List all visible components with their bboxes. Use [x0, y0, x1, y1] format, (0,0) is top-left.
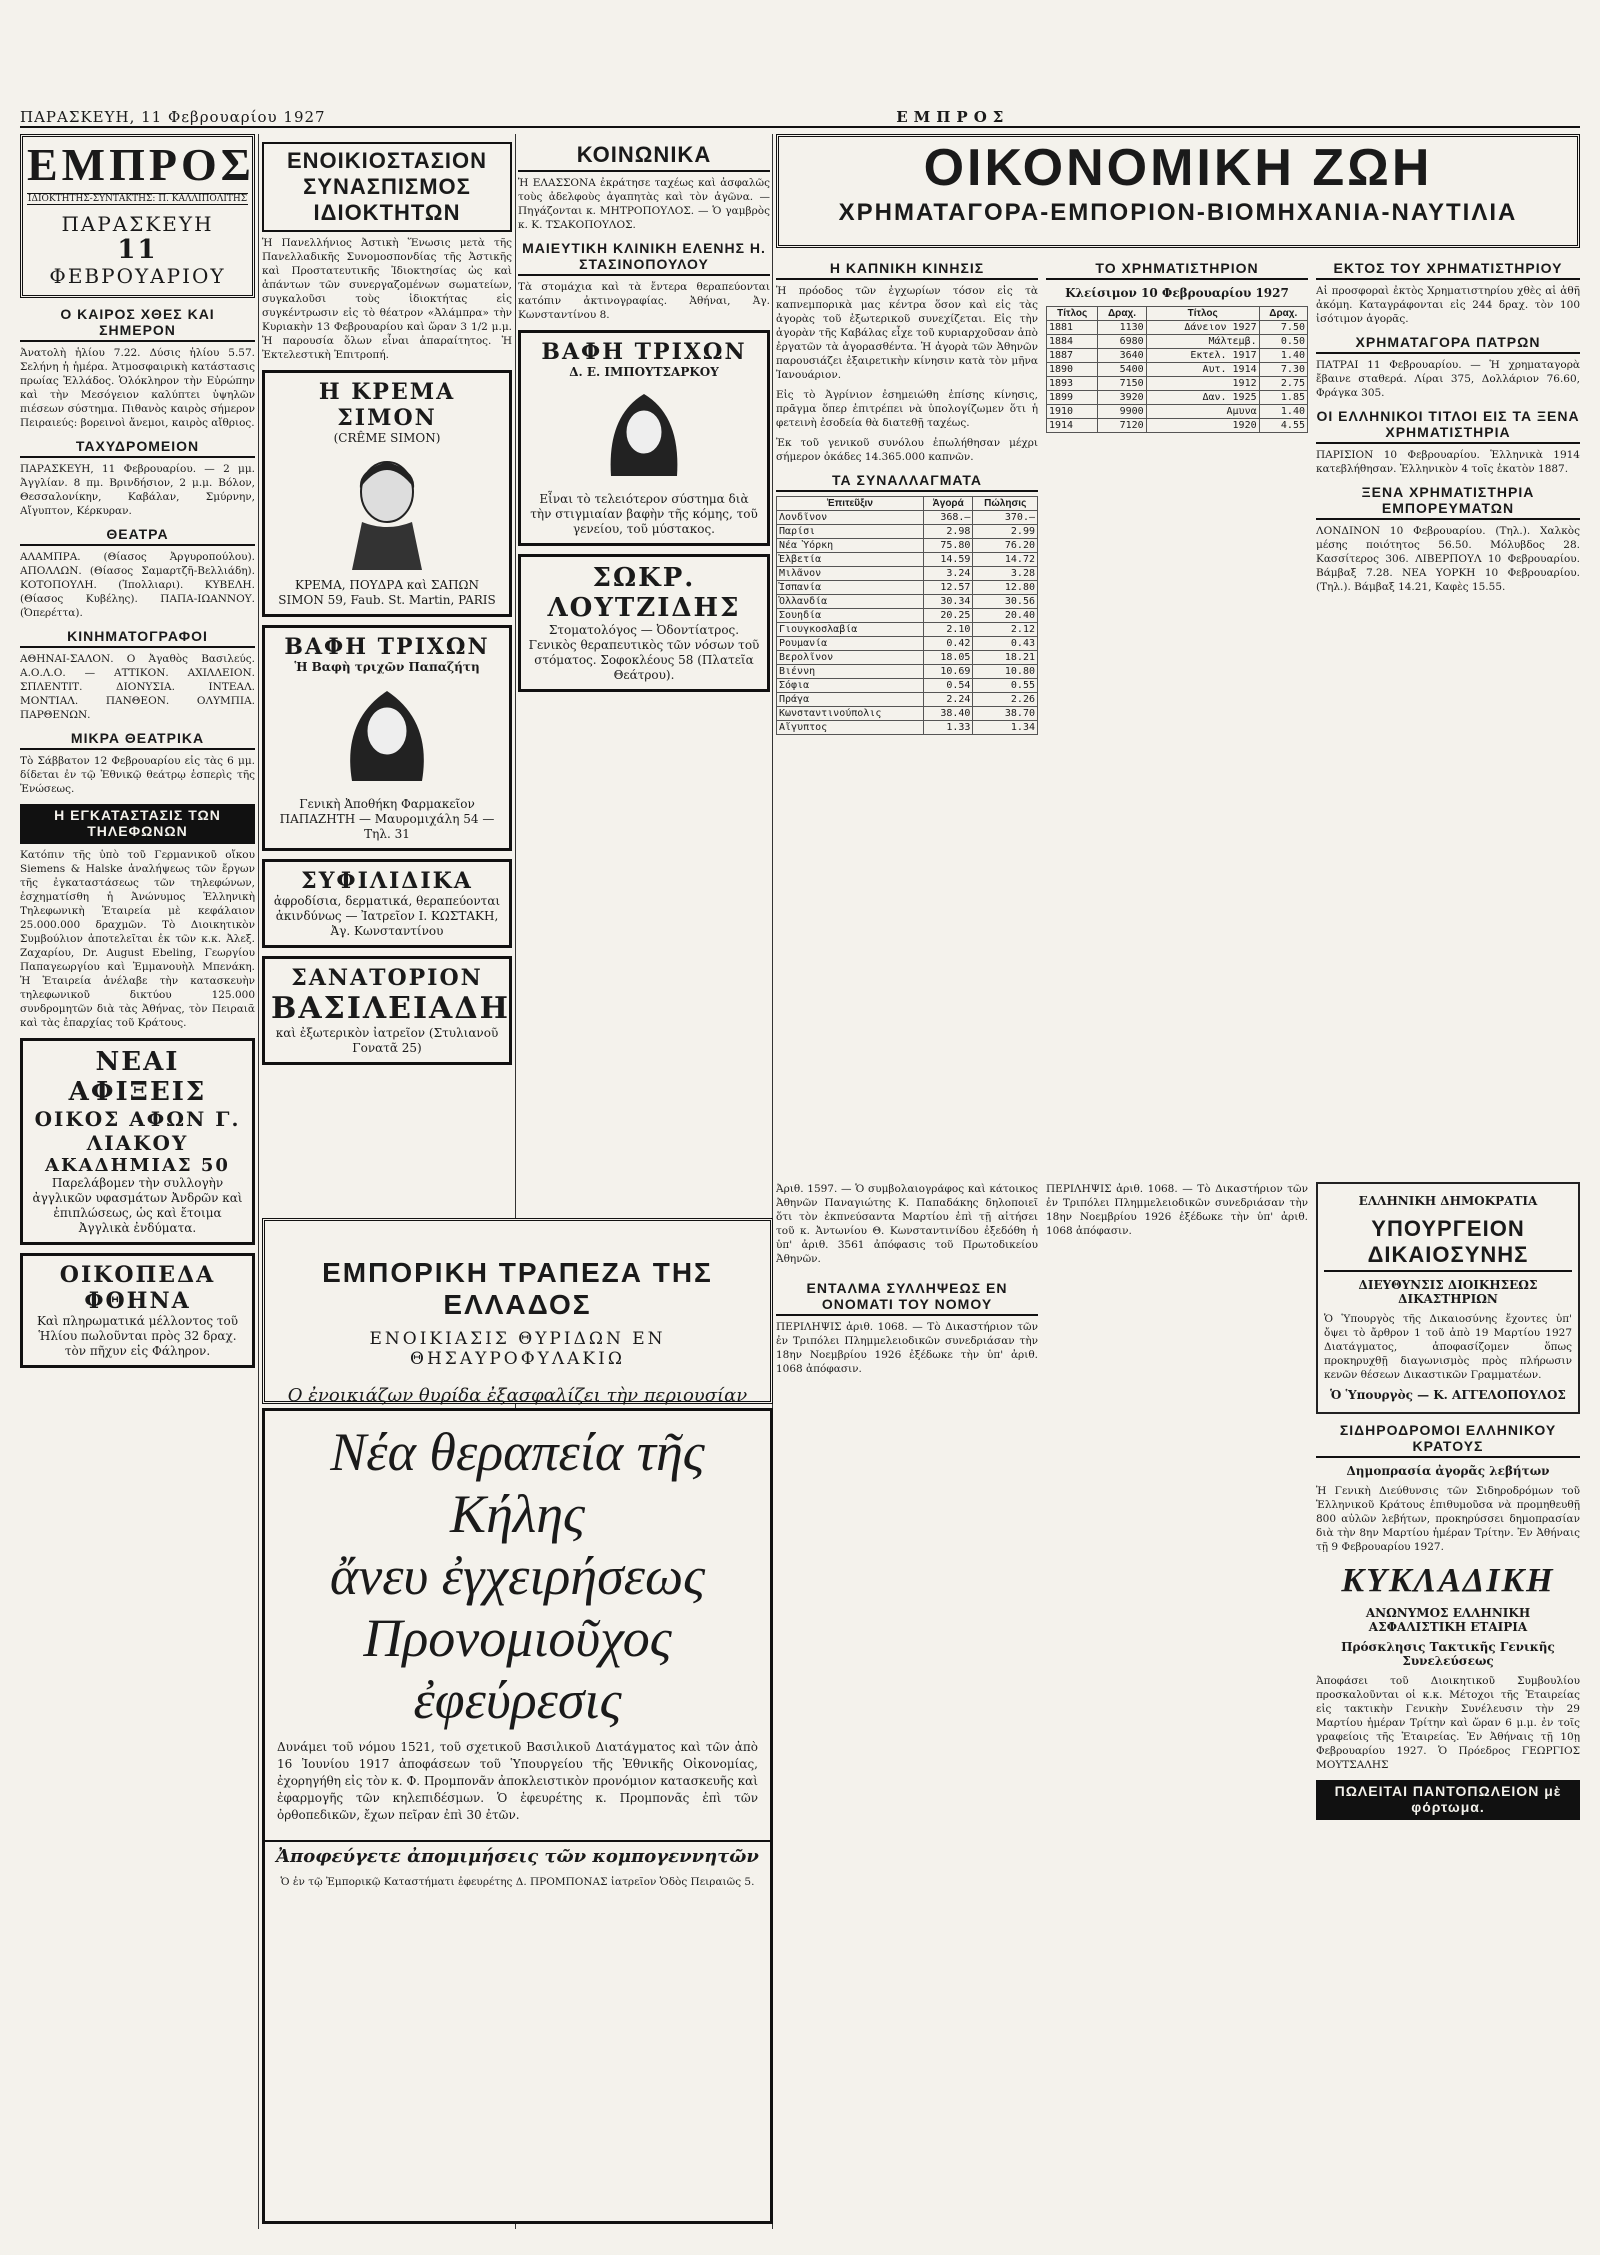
social-heading: ΚΟΙΝΩΝΙΚΑ [518, 142, 770, 172]
economic-title: ΟΙΚΟΝΟΜΙΚΗ ΖΩΗ [923, 139, 1433, 197]
plots-text: Καὶ πληρωματικά μέλλοντος τοῦ Ἡλίου πωλοῦνται πρὸς 32 δραχ. τὸν πῆχυν εἰς Φάληρον. [36, 1314, 239, 1358]
ministry-republic: ΕΛΛΗΝΙΚΗ ΔΗΜΟΚΡΑΤΙΑ [1358, 1194, 1538, 1208]
imboutsarkou-advert [518, 330, 770, 546]
fx-cell: 3.28 [973, 567, 1038, 581]
hernia-body: Δυνάμει τοῦ νόμου 1521, τοῦ σχετικοῦ Βασιλικοῦ Διατάγματος καὶ τῶν ἀπὸ 16 Ἰουνίου 1917 ἀποφάσεων τοῦ Ὑπουργείου τῆς Ἐθνικῆς Οἰκονομίας, ἐχορηγήθη εἰς τὸν κ. Φ. Προμπονᾶν ἀποκλειστικὸν προνόμιον κατασκευῆς καὶ ἐφαρμογῆς τῶν κηλεπιδέσμων. Ὁ ἐφευρέτης κ. Προμπονᾶς ἐπὶ τῶν ὀρθοπεδικῶν, ἔχων πεῖραν ἐπὶ 30 ἐτῶν. [277, 1740, 758, 1822]
bourse-cell: 1881 [1047, 321, 1098, 335]
fx-cell: 2.24 [923, 693, 973, 707]
fx-cell: 3.24 [923, 567, 973, 581]
fx-cell: 14.59 [923, 553, 973, 567]
column-rule [258, 134, 259, 2229]
bourse-column-header: Τίτλος [1047, 307, 1098, 321]
economic-subtitle: ΧΡΗΜΑΤΑΓΟΡΑ-ΕΜΠΟΡΙΟΝ-ΒΙΟΜΗΧΑΝΙΑ-ΝΑΥΤΙΛΙΑ [838, 199, 1518, 226]
hernia-advert [262, 1408, 773, 2224]
creme-simon-title: Η ΚΡΕΜΑ ΣΙΜΟΝ [318, 379, 456, 431]
bourse-cell: 1910 [1047, 405, 1098, 419]
grocery-sale: ΠΩΛΕΙΤΑΙ ΠΑΝΤΟΠΩΛΕΙΟΝ μὲ φόρτωμα. [1316, 1780, 1580, 1820]
theatre-notes-text: Τὸ Σάββατον 12 Φεβρουαρίου εἰς τὰς 6 μμ. δίδεται ἐν τῷ Ἐθνικῷ θεάτρῳ ἑσπερὶς τῆς Ἐνώσεως. [20, 755, 255, 795]
tobacco-text-3: Ἐκ τοῦ γενικοῦ συνόλου ἐπωλήθησαν μέχρι σήμερον ὀκάδες 14.365.000 καπνῶν. [776, 437, 1038, 463]
fx-cell: 368.— [923, 511, 973, 525]
kykladiki-title: ΚΥΚΛΑΔΙΚΗ [1341, 1562, 1555, 1599]
fx-cell: Νέα Ὑόρκη [777, 539, 924, 553]
fx-table [776, 496, 1038, 735]
kykladiki-text: Ἀποφάσει τοῦ Διοικητικοῦ Συμβουλίου προσκαλοῦνται οἱ κ.κ. Μέτοχοι τῆς Ἑταιρείας εἰς τακτικὴν Γενικὴν Συνέλευσιν τὴν 29 Μαρτίου ἡμέραν Τρίτην καὶ ὥραν 6 μ.μ. ἐν τοῖς γραφείοις τῆς Ἑταιρείας. Ἐν Ἀθήναις τῇ 10ῃ Φεβρουαρίου 1927. Ὁ Πρόεδρος ΓΕΩΡΓΙΟΣ ΜΟΥΤΣΑΛΗΣ [1316, 1675, 1580, 1771]
imboutsarkou-text: Εἶναι τὸ τελειότερον σύστημα διὰ τὴν στιγμιαίαν βαφὴν τῆς κόμης, τοῦ γενείου, τοῦ μύστακος. [530, 492, 758, 536]
economic-section [776, 134, 1580, 1174]
post-heading: ΤΑΧΥΔΡΟΜΕΙΟΝ [20, 438, 255, 458]
notice-1597: Ἀριθ. 1597. — Ὁ συμβολαιογράφος καὶ κάτοικος Ἀθηνῶν Παναγιώτης Κ. Παπαδάκης δηλοποιεῖ ὅτι τὸν ἐκπνεύσαντα Μαρτίου ἐπὶ τῇ αἰτήσει τοῦ κ. Ἀντωνίου Θ. Κωνσταντινίδου ἐξεδόθη ἡ ὑπ' ἀριθ. 3561 ἀπόφασις τοῦ Πρωτοδικείου Ἀθηνῶν. [776, 1183, 1038, 1265]
header-date: ΠΑΡΑΣΚΕΥΗ, 11 Φεβρουαρίου 1927 [20, 108, 326, 126]
bourse-cell: 1920 [1146, 419, 1259, 433]
fx-cell: 0.54 [923, 679, 973, 693]
patras-text: ΠΑΤΡΑΙ 11 Φεβρουαρίου. — Ἡ χρηματαγορὰ ἔβαινε σταθερά. Λίραι 375, Δολλάριον 76.60, Φράγκα 305. [1316, 359, 1580, 399]
fx-cell: Κωνσταντινούπολις [777, 707, 924, 721]
syphilis-text: ἀφροδίσια, δερματικά, θεραπεύονται ἀκινδύνως — Ἰατρεῖον Ι. ΚΩΣΤΑΚΗ, Ἀγ. Κωνσταντίνου [273, 894, 501, 938]
papazitis-sub: Ἡ Βαφὴ τριχῶν Παπαζήτη [294, 660, 480, 674]
lady-illustration [271, 452, 503, 572]
loutzidis-advert [518, 554, 770, 692]
syphilis-advert [262, 859, 512, 948]
economic-column-2 [1046, 252, 1308, 1174]
fx-row [777, 567, 1038, 581]
railways-subheading: Δημοπρασία ἀγορᾶς λεβήτων [1346, 1464, 1550, 1478]
fx-row [777, 581, 1038, 595]
creme-simon-advert [262, 370, 512, 617]
ministry-heading: ΥΠΟΥΡΓΕΙΟΝ ΔΙΚΑΙΟΣΥΝΗΣ [1324, 1216, 1572, 1272]
bourse-cell: 1912 [1146, 377, 1259, 391]
ministry-directorate: ΔΙΕΥΘΥΝΣΙΣ ΔΙΟΙΚΗΣΕΩΣ ΔΙΚΑΣΤΗΡΙΩΝ [1358, 1278, 1538, 1306]
hernia-footer: Ἀποφεύγετε ἀπομιμήσεις τῶν κομπογεννητῶν [265, 1840, 770, 1867]
bank-advert [262, 1218, 773, 1404]
telephones-heading: Η ΕΓΚΑΤΑΣΤΑΣΙΣ ΤΩΝ ΤΗΛΕΦΩΝΩΝ [20, 804, 255, 844]
creme-simon-address: ΚΡΕΜΑ, ΠΟΥΔΡΑ καὶ ΣΑΠΩΝ SIMON 59, Faub. St. Martin, PARIS [278, 578, 496, 607]
liakos-house: ΟΙΚΟΣ ΑΦΩΝ Γ. ΛΙΑΚΟΥ [34, 1107, 241, 1155]
bourse-column-header: Δραχ. [1098, 307, 1146, 321]
fx-cell: 38.70 [973, 707, 1038, 721]
bank-title: ΕΜΠΟΡΙΚΗ ΤΡΑΠΕΖΑ ΤΗΣ ΕΛΛΑΔΟΣ [322, 1257, 713, 1320]
fx-cell: Ρουμανία [777, 637, 924, 651]
fx-row [777, 511, 1038, 525]
fx-cell: 2.10 [923, 623, 973, 637]
bourse-cell: 1899 [1047, 391, 1098, 405]
bourse-row [1047, 405, 1308, 419]
masthead-day: ΠΑΡΑΣΚΕΥΗ [61, 212, 214, 236]
fx-cell: Πράγα [777, 693, 924, 707]
bourse-cell: 1.40 [1259, 405, 1307, 419]
fx-row [777, 679, 1038, 693]
commodities-heading: ΞΕΝΑ ΧΡΗΜΑΤΙΣΤΗΡΙΑ ΕΜΠΟΡΕΥΜΑΤΩΝ [1316, 484, 1580, 520]
plots-advert [20, 1253, 255, 1368]
arrest-warrant-heading: ΕΝΤΑΛΜΑ ΣΥΛΛΗΨΕΩΣ ΕΝ ΟΝΟΜΑΤΙ ΤΟΥ ΝΟΜΟΥ [776, 1280, 1038, 1316]
bourse-column-header: Τίτλος [1146, 307, 1259, 321]
fx-cell: Ἑλβετία [777, 553, 924, 567]
fx-cell: Παρίσι [777, 525, 924, 539]
hernia-line-2: ἄνευ ἐγχειρήσεως [329, 1546, 706, 1606]
woman-portrait-illustration [527, 386, 761, 486]
fx-row [777, 595, 1038, 609]
loutzidis-title: ΣΩΚΡ. ΛΟΥΤΖΙΔΗΣ [547, 563, 741, 623]
fx-column-header: Ἀγορά [923, 497, 973, 511]
greek-titles-text: ΠΑΡΙΣΙΟΝ 10 Φεβρουαρίου. Ἑλληνικὰ 1914 κατεβλήθησαν. Ἑλληνικὸν 4 τοῖς ἑκατὸν 1887. [1316, 449, 1580, 475]
masthead-title: ΕΜΠΡΟΣ [27, 139, 255, 190]
bourse-row [1047, 391, 1308, 405]
bourse-cell: 1893 [1047, 377, 1098, 391]
fx-cell: 10.80 [973, 665, 1038, 679]
bourse-cell: 1890 [1047, 363, 1098, 377]
papazitis-advert [262, 625, 512, 851]
bourse-cell: 1.85 [1259, 391, 1307, 405]
fx-row [777, 525, 1038, 539]
fx-cell: 2.26 [973, 693, 1038, 707]
notice-1597-cont: ΠΕΡΙΛΗΨΙΣ ἀριθ. 1068. — Τὸ Δικαστήριον τῶν ἐν Τριπόλει Πλημμελειοδικῶν συνεδριάσαν τὴν 18ην Νοεμβρίου 1926 ἐξέδωκε τὴν ὑπ' ἀριθ. 1068 ἀπόφασιν. [1046, 1183, 1308, 1237]
fx-cell: Βιέννη [777, 665, 924, 679]
off-bourse-text: Αἱ προσφοραὶ ἐκτὸς Χρηματιστηρίου χθὲς αἱ ἀθῆ ἀκόμη. Καταγράφονται εἰς 244 δραχ. τὸν 100 ἰσότιμον ἀγορᾶς. [1316, 285, 1580, 325]
running-header [20, 104, 1580, 128]
fx-cell: Σουηδία [777, 609, 924, 623]
fx-row [777, 539, 1038, 553]
clinic-text: Τὰ στομάχια καὶ τὰ ἔντερα θεραπεύονται κατόπιν ἀκτινογραφίας. Ἀθήναι, Ἀγ. Κωνσταντίνου 8. [518, 281, 770, 321]
bourse-cell: 1887 [1047, 349, 1098, 363]
fx-row [777, 637, 1038, 651]
liakos-address: ΑΚΑΔΗΜΙΑΣ 50 [45, 1155, 230, 1176]
sanatorium-advert [262, 956, 512, 1065]
bourse-cell: Αμυνα [1146, 405, 1259, 419]
bourse-cell: 1130 [1098, 321, 1146, 335]
fx-cell: Γιουγκοσλαβία [777, 623, 924, 637]
fx-cell: 20.25 [923, 609, 973, 623]
theatre-notes-heading: ΜΙΚΡΑ ΘΕΑΤΡΙΚΑ [20, 730, 255, 750]
column-1 [20, 134, 255, 2224]
masthead-editor: ΙΔΙΟΚΤΗΤΗΣ-ΣΥΝΤΑΚΤΗΣ: Π. ΚΑΛΛΙΠΟΛΙΤΗΣ [27, 194, 248, 204]
bourse-cell: 5400 [1098, 363, 1146, 377]
fx-row [777, 707, 1038, 721]
loutzidis-text: Στοματολόγος — Ὀδοντίατρος. Γενικὸς θεραπευτικὸς τῶν νόσων τοῦ στόματος. Σοφοκλέους 58 (Πλατεῖα Θεάτρου). [528, 623, 760, 682]
bourse-row [1047, 377, 1308, 391]
fx-row [777, 553, 1038, 567]
ministry-text: Ὁ Ὑπουργὸς τῆς Δικαιοσύνης ἔχοντες ὑπ' ὄψει τὸ ἄρθρον 1 τοῦ ἀπὸ 19 Μαρτίου 1927 Διατάγματος, ἀποφασίζομεν ὅπως προκηρυχθῇ διαγωνισμὸς πρὸς πλήρωσιν κενῶν θέσεων Δικαστικῶν Γραμματέων. [1324, 1313, 1572, 1381]
bourse-cell: 3920 [1098, 391, 1146, 405]
masthead-date: 11 [117, 235, 158, 265]
weather-heading: Ο ΚΑΙΡΟΣ ΧΘΕΣ ΚΑΙ ΣΗΜΕΡΟΝ [20, 306, 255, 342]
liakos-text: Παρελάβομεν τὴν συλλογὴν ἀγγλικῶν υφασμάτων Ἀνδρῶν καὶ ἐπιπλώσεως, ὡς καὶ ἔτοιμα Ἀγγλικὰ ἐνδύματα. [32, 1176, 243, 1235]
fx-cell: 12.80 [973, 581, 1038, 595]
lower-column-1 [776, 1182, 1038, 2222]
railways-text: Ἡ Γενικὴ Διεύθυνσις τῶν Σιδηροδρόμων τοῦ Ἑλληνικοῦ Κράτους ἐπιθυμοῦσα νὰ προμηθευθῇ 800 αὐλῶν λεβήτων, προκηρύσσει δημοπρασίαν διὰ τὴν 8ην Μαρτίου ἡμέραν Τρίτην. Ἐν Ἀθήναις τῇ 9 Φεβρουαρίου 1927. [1316, 1485, 1580, 1553]
fx-cell: 0.42 [923, 637, 973, 651]
fx-cell: 370.— [973, 511, 1038, 525]
bourse-row [1047, 335, 1308, 349]
bourse-cell: 7150 [1098, 377, 1146, 391]
commodities-text: ΛΟΝΔΙΝΟΝ 10 Φεβρουαρίου. (Τηλ.). Χαλκὸς μέσης ποιότητος 56.50. Μόλυβδος 28. Κασσίτερος 306. ΛΙΒΕΡΠΟΥΛ 10 Φεβρουαρίου. Βάμβαξ 7.28. ΝΕΑ ΥΟΡΚΗ 10 Φεβρουαρίου. (Τηλ.). Βάμβαξ 14.21, Καφὲς 15.55. [1316, 525, 1580, 593]
bourse-table [1046, 306, 1308, 433]
clinic-heading: ΜΑΙΕΥΤΙΚΗ ΚΛΙΝΙΚΗ ΕΛΕΝΗΣ Η. ΣΤΑΣΙΝΟΠΟΥΛΟΥ [518, 240, 770, 276]
fx-cell: 76.20 [973, 539, 1038, 553]
fx-cell: 18.05 [923, 651, 973, 665]
bourse-cell: 9900 [1098, 405, 1146, 419]
fx-cell: Αἴγυπτος [777, 721, 924, 735]
fx-row [777, 693, 1038, 707]
fx-cell: 2.99 [973, 525, 1038, 539]
bourse-cell: 7.50 [1259, 321, 1307, 335]
fx-column-header: Πώλησις [973, 497, 1038, 511]
fx-row [777, 623, 1038, 637]
fx-cell: 1.34 [973, 721, 1038, 735]
owners-text: Ἡ Πανελλήνιος Ἀστικὴ Ἕνωσις μετὰ τῆς Πανελλαδικῆς Συνομοσπονδίας τῆς Ἀστικῆς καὶ Προστατευτικῆς Ἰδιοκτησίας ὡς καὶ ἁπάντων τῶν συνεργαζομένων σωματείων, συγκαλοῦσι τοὺς ἰδιοκτήτας εἰς συγκέντρωσιν εἰς τὸ θέατρον «Ἀλάμπρα» τὴν Κυριακὴν 13 Φεβρουαρίου καὶ ὥραν 3 1/2 μ.μ. Ἡ παρουσία ὅλων εἶναι ἀπαραίτητος. Ἡ Ἐκτελεστικὴ Ἐπιτροπή. [262, 237, 512, 361]
masthead [20, 134, 255, 298]
lower-column-2 [1046, 1182, 1308, 2222]
bourse-cell: 1884 [1047, 335, 1098, 349]
fx-cell: 75.80 [923, 539, 973, 553]
patras-heading: ΧΡΗΜΑΤΑΓΟΡΑ ΠΑΤΡΩΝ [1316, 334, 1580, 354]
bourse-cell: 7.30 [1259, 363, 1307, 377]
fx-cell: 20.40 [973, 609, 1038, 623]
imboutsarkou-name: Δ. Ε. ΙΜΠΟΥΤΣΑΡΚΟΥ [569, 365, 719, 379]
papazitis-address: Γενικὴ Ἀποθήκη Φαρμακεῖον ΠΑΠΑΖΗΤΗ — Μαυρομιχάλη 54 — Τηλ. 31 [279, 797, 495, 841]
bourse-cell: 1.40 [1259, 349, 1307, 363]
hernia-address: Ὁ ἐν τῷ Ἐμπορικῷ Καταστήματι ἐφευρέτης Δ. ΠΡΟΜΠΟΝΑΣ ἰατρεῖον Ὁδὸς Πειραιῶς 5. [280, 1876, 755, 1888]
fx-cell: 2.12 [973, 623, 1038, 637]
cinemas-heading: ΚΙΝΗΜΑΤΟΓΡΑΦΟΙ [20, 628, 255, 648]
post-text: ΠΑΡΑΣΚΕΥΗ, 11 Φεβρουαρίου. — 2 μμ. Ἀγγλίαν. 8 πμ. Βρινδήσιον, 2 μ.μ. Βόλον, Θεσσαλονίκην, Καβάλαν, Σμύρνην, Αἴγυπτον, Κέρκυραν. [20, 463, 255, 517]
masthead-month: ΦΕΒΡΟΥΑΡΙΟΥ [49, 264, 226, 288]
economic-masthead [776, 134, 1580, 248]
theatres-heading: ΘΕΑΤΡΑ [20, 526, 255, 546]
tobacco-text-1: Ἡ πρόοδος τῶν ἐγχωρίων τόσον εἰς τὰ καπνεμπορικὰ μας κέντρα ὅσον καὶ εἰς τὰς ἀγορὰς τοῦ ἐξωτερικοῦ συνεχίζεται. Εἰς τὴν ἀγορὰν τῆς Καβάλας εἶχε τοῦ κυριαρχοῦσαν ἀπὸ ἐργατῶν τὰ ἀγορασθέντα. Ἡ ἀγορὰ τῶν Ἀθηνῶν παρουσιάζει ἐξαιρετικὴν κίνησιν κατὰ τὸν μῆνα Ἰανουάριον. [776, 285, 1038, 381]
lower-column-3 [1316, 1182, 1580, 2222]
fx-cell: 38.40 [923, 707, 973, 721]
plots-headline: ΟΙΚΟΠΕΔΑ ΦΘΗΝΑ [59, 1262, 216, 1314]
fx-cell: Σόφια [777, 679, 924, 693]
fx-column-header: Ἐπιτεῦξιν [777, 497, 924, 511]
woman-hair-illustration [271, 681, 503, 791]
bourse-cell: Εκτελ. 1917 [1146, 349, 1259, 363]
fx-cell: 30.34 [923, 595, 973, 609]
fx-cell: Λονδῖνον [777, 511, 924, 525]
fx-cell: Βερολῖνον [777, 651, 924, 665]
fx-row [777, 651, 1038, 665]
bourse-cell: Δάνειον 1927 [1146, 321, 1259, 335]
fx-cell: 30.56 [973, 595, 1038, 609]
hernia-line-3: Προνομιοῦχος ἐφεύρεσις [363, 1608, 672, 1730]
social-text: Ἡ ΕΛΑΣΣΟΝΑ ἐκράτησε ταχέως καὶ ἀσφαλῶς τοὺς ἀδελφοὺς ἀγαπητὰς καὶ τὸν ἀγῶνα. — Πηγάζονται κ. ΜΗΤΡΟΠΟΥΛΟΣ. — Ὁ γαμβρὸς κ. Κ. ΤΣΑΚΟΠΟΥΛΟΣ. [518, 177, 770, 231]
fx-cell: 10.69 [923, 665, 973, 679]
weather-text: Ἀνατολὴ ἡλίου 7.22. Δύσις ἡλίου 5.57. Σελήνη ἡ ἡμέρα. Ἀτμοσφαιρικὴ κατάστασις πρωίας Ἑλλάδος. Ὁλόκληρον τὴν Εὐρώπην καὶ τὴν Μεσόγειον καλύπτει ὑψηλῶν πιέσεων σύστημα. Πιθανὸς καιρὸς σήμερον Πειραιεύς: βορεινοὶ ἄνεμοι, καιρὸς αἴθριος. [20, 347, 255, 429]
bourse-row [1047, 321, 1308, 335]
fx-cell: 18.21 [973, 651, 1038, 665]
greek-titles-heading: ΟΙ ΕΛΛΗΝΙΚΟΙ ΤΙΤΛΟΙ ΕΙΣ ΤΑ ΞΕΝΑ ΧΡΗΜΑΤΙΣΤΗΡΙΑ [1316, 408, 1580, 444]
court-summary: ΠΕΡΙΛΗΨΙΣ ἀριθ. 1068. — Τὸ Δικαστήριον τῶν ἐν Τριπόλει Πλημμελειοδικῶν συνεδριάσαν τὴν 18ην Νοεμβρίου 1926 ἐξέδωκε τὴν ὑπ' ἀριθ. 1068 ἀπόφασιν. [776, 1321, 1038, 1375]
cinemas-text: ΑΘΗΝΑΙ-ΣΑΛΟΝ. Ο Ἀγαθὸς Βασιλεύς. Α.Ο.Λ.Ο. — ΑΤΤΙΚΟΝ. ΑΧΙΛΛΕΙΟΝ. ΣΠΛΕΝΤΙΤ. ΔΙΟΝΥΣΙΑ. ΙΝΤΕΑΛ. ΜΟΝΤΙΑΛ. ΠΑΝΘΕΟΝ. ΟΛΥΜΠΙΑ. ΠΑΡΘΕΝΩΝ. [20, 653, 255, 721]
fx-cell: 1.33 [923, 721, 973, 735]
bourse-cell: Δαν. 1925 [1146, 391, 1259, 405]
imboutsarkou-title: ΒΑΦΗ ΤΡΙΧΩΝ [541, 339, 747, 365]
fx-cell: 0.55 [973, 679, 1038, 693]
fx-cell: Μιλᾶνον [777, 567, 924, 581]
fx-cell: Ὁλλανδία [777, 595, 924, 609]
bourse-row [1047, 419, 1308, 433]
bourse-cell: 6980 [1098, 335, 1146, 349]
bourse-subheading: Κλείσιμον 10 Φεβρουαρίου 1927 [1065, 286, 1289, 300]
economic-column-3 [1316, 252, 1580, 1174]
syphilis-title: ΣΥΦΙΛΙΔΙΚΑ [301, 868, 473, 894]
ministry-signature: Ὁ Ὑπουργὸς — Κ. ΑΓΓΕΛΟΠΟΥΛΟΣ [1330, 1388, 1566, 1402]
theatres-text: ΑΛΑΜΠΡΑ. (Θίασος Ἀργυροπούλου). ΑΠΟΛΛΩΝ. (Θίασος Σαμαρτζῆ-Βελλιάδη). ΚΟΤΟΠΟΥΛΗ. (Ἰπολλιαρι). ΚΥΒΕΛΗ. (Θίασος Κυβέλης). ΠΑΠΑ-ΙΩΑΝΝΟΥ. (Ὀπερέττα). [20, 551, 255, 619]
tobacco-text-2: Εἰς τὸ Ἀγρίνιον ἐσημειώθη ἐπίσης κίνησις, πρᾶγμα ὅπερ ἐπιτρέπει νὰ ὑπολογίζωμεν ὅτι ἡ φετεινὴ ἐσοδεία θὰ διατεθῇ ταχέως. [776, 389, 1038, 429]
liakos-advert [20, 1038, 255, 1245]
owners-heading: ΕΝΟΙΚΙΟΣΤΑΣΙΟΝ ΣΥΝΑΣΠΙΣΜΟΣ ΙΔΙΟΚΤΗΤΩΝ [262, 142, 512, 232]
bourse-cell: 2.75 [1259, 377, 1307, 391]
fx-cell: 0.43 [973, 637, 1038, 651]
fx-cell: 2.98 [923, 525, 973, 539]
papazitis-title: ΒΑΦΗ ΤΡΙΧΩΝ [284, 634, 490, 660]
creme-simon-sub: (CRÊME SIMON) [333, 431, 441, 445]
fx-row [777, 665, 1038, 679]
tobacco-heading: Η ΚΑΠΝΙΚΗ ΚΙΝΗΣΙΣ [776, 260, 1038, 280]
railways-heading: ΣΙΔΗΡΟΔΡΟΜΟΙ ΕΛΛΗΝΙΚΟΥ ΚΡΑΤΟΥΣ [1316, 1422, 1580, 1458]
liakos-headline: ΝΕΑΙ ΑΦΙΞΕΙΣ [68, 1047, 207, 1107]
off-bourse-heading: ΕΚΤΟΣ ΤΟΥ ΧΡΗΜΑΤΙΣΤΗΡΙΟΥ [1316, 260, 1580, 280]
bourse-cell: Μάλτεμβ. [1146, 335, 1259, 349]
bourse-row [1047, 349, 1308, 363]
bourse-row [1047, 363, 1308, 377]
sanatorium-name: ΒΑΣΙΛΕΙΑΔΗ [271, 991, 510, 1026]
economic-column-1 [776, 252, 1038, 1174]
bourse-cell: 3640 [1098, 349, 1146, 363]
sanatorium-text: καὶ ἐξωτερικὸν ἰατρεῖον (Στυλιανοῦ Γονατᾶ 25) [275, 1026, 499, 1055]
fx-cell: 12.57 [923, 581, 973, 595]
bourse-column-header: Δραχ. [1259, 307, 1307, 321]
fx-cell: 14.72 [973, 553, 1038, 567]
ministry-notice [1316, 1182, 1580, 1414]
bourse-heading: ΤΟ ΧΡΗΜΑΤΙΣΤΗΡΙΟΝ [1046, 260, 1308, 280]
telephones-text: Κατόπιν τῆς ὑπὸ τοῦ Γερμανικοῦ οἴκου Siemens & Halske ἀναλήψεως τῶν ἔργων τῆς ἐγκαταστάσεως τῶν τηλεφώνων, ἐσχηματίσθη ἡ Ἀνώνυμος Ἑλληνικὴ Τηλεφωνικὴ Ἑταιρεία μὲ κεφάλαιον 25.000.000 δραχμῶν. Τὸ Διοικητικὸν Συμβούλιον ἀποτελεῖται ἐκ τῶν κ.κ. Ἀλεξ. Ζαχαρίου, Dr. August Ebeling, Γεωργίου Παπαγεωργίου καὶ Ἐμμανουὴλ Μπενάκη. Ἡ Ἑταιρεία ἀνέλαβε τὴν κατασκευὴν τηλεφωνικοῦ δικτύου 125.000 συνδρομητῶν διὰ τὰς Ἀθήνας, τὸν Πειραιᾶ καὶ τὰς ἐπαρχίας τοῦ Κράτους. [20, 849, 255, 1029]
bourse-cell: 1914 [1047, 419, 1098, 433]
bank-body: Ο ἐνοικιάζων θυρίδα ἐξασφαλίζει τὴν περιουσίαν [287, 1385, 748, 1406]
bourse-cell: 7120 [1098, 419, 1146, 433]
header-title: ΕΜΠΡΟΣ [896, 108, 1010, 126]
bourse-cell: 4.55 [1259, 419, 1307, 433]
bourse-cell: 0.50 [1259, 335, 1307, 349]
bourse-cell: Αυτ. 1914 [1146, 363, 1259, 377]
hernia-line-1: Νέα θεραπεία τῆς Κήλης [330, 1422, 705, 1544]
exchange-rates-heading: ΤΑ ΣΥΝΑΛΛΑΓΜΑΤΑ [776, 472, 1038, 492]
fx-row [777, 609, 1038, 623]
bank-subtitle: ΕΝΟΙΚΙΑΣΙΣ ΘΥΡΙΔΩΝ ΕΝ ΘΗΣΑΥΡΟΦΥΛΑΚΙΩ [369, 1329, 666, 1369]
fx-row [777, 721, 1038, 735]
kykladiki-invitation: Πρόσκλησις Τακτικῆς Γενικῆς Συνελεύσεως [1341, 1640, 1555, 1668]
sanatorium-title: ΣΑΝΑΤΟΡΙΟΝ [291, 965, 483, 991]
kykladiki-company: ΑΝΩΝΥΜΟΣ ΕΛΛΗΝΙΚΗ ΑΣΦΑΛΙΣΤΙΚΗ ΕΤΑΙΡΙΑ [1365, 1606, 1531, 1634]
fx-cell: Ἰσπανία [777, 581, 924, 595]
